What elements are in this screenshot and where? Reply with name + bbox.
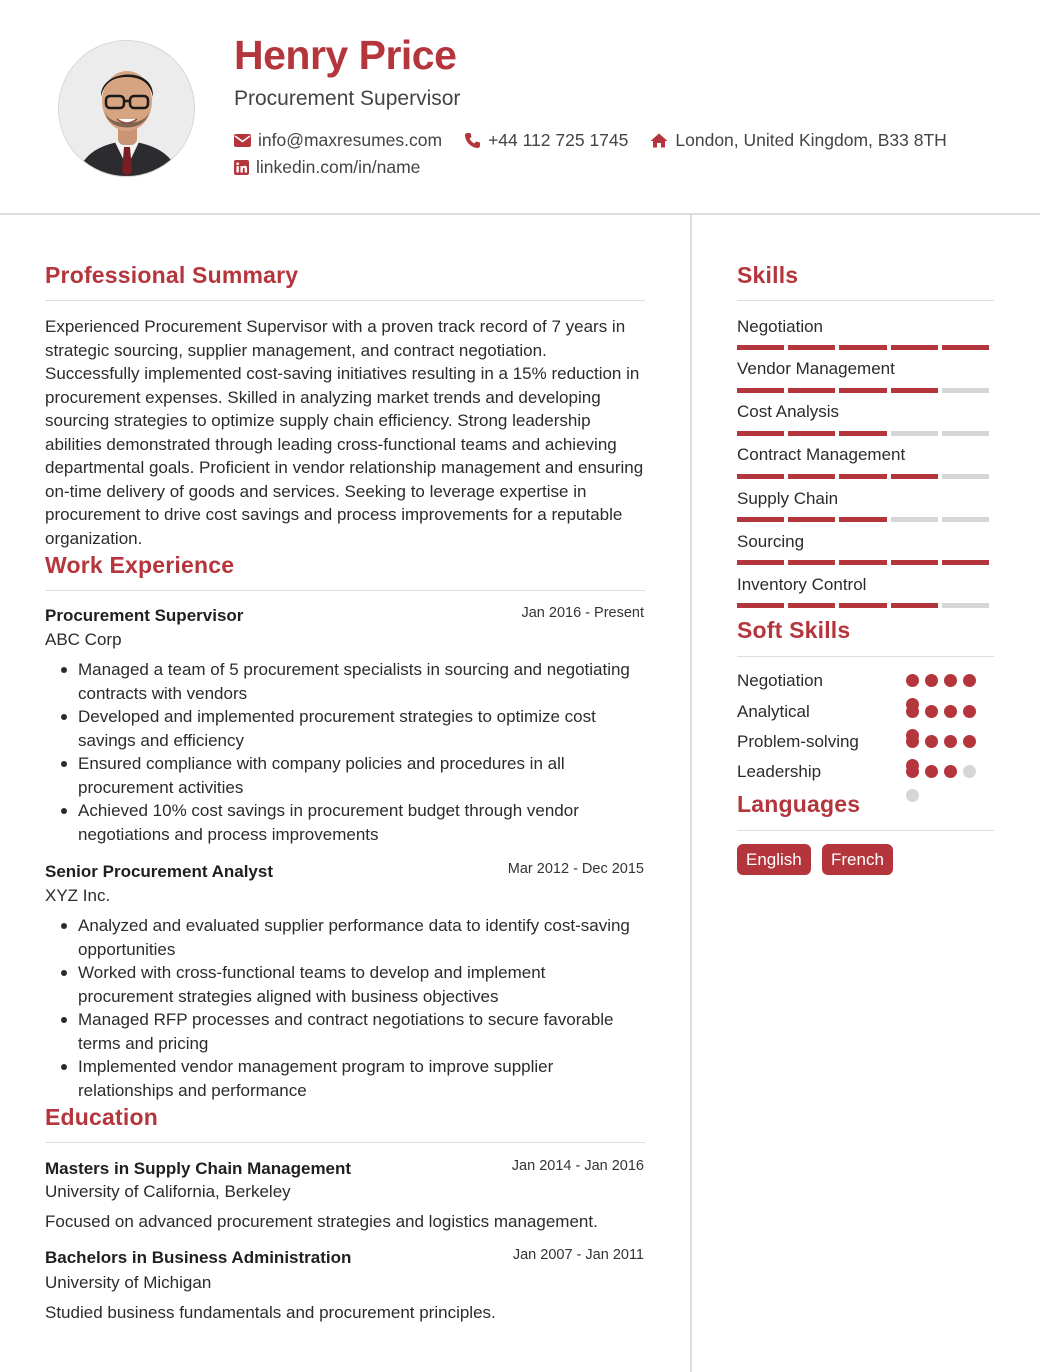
education-date: Jan 2007 - Jan 2011: [512, 1247, 644, 1263]
rating-dot-filled: [906, 735, 919, 748]
skill-segment-empty: [942, 517, 989, 522]
soft-skill-name: Analytical: [737, 702, 810, 721]
skill-segment-filled: [839, 431, 886, 436]
skill-name: Supply Chain: [737, 489, 839, 508]
job-company: XYZ Inc.: [45, 886, 111, 905]
skill-segment-filled: [737, 474, 784, 479]
rating-dot-empty: [963, 765, 976, 778]
skill-segment-empty: [942, 431, 989, 436]
rating-dot-filled: [944, 735, 957, 748]
contact-row-2: [234, 157, 442, 178]
skill-segment-filled: [737, 517, 784, 522]
list-item: Managed a team of 5 procurement specialists in sourcing and negotiating contracts with vendors: [45, 658, 645, 705]
job-title: Procurement Supervisor: [45, 606, 244, 625]
skill-level-bar: [737, 431, 993, 436]
rating-dot-filled: [925, 765, 938, 778]
skill-segment-empty: [891, 431, 938, 436]
rating-dot-filled: [925, 674, 938, 687]
skill-name: Cost Analysis: [737, 402, 840, 421]
contact-email[interactable]: [234, 130, 442, 151]
list-item: Worked with cross-functional teams to develop and implement procurement strategies aligned with business objectives: [45, 961, 645, 1008]
phone-text: +44 112 725 1745: [488, 130, 629, 150]
skill-level-bar: [737, 517, 993, 522]
column-divider: [690, 215, 692, 1372]
section-title-languages: Languages: [737, 791, 861, 817]
section-title-skills: Skills: [737, 262, 799, 288]
job-date: Jan 2016 - Present: [521, 605, 644, 621]
job-bullets: [45, 914, 645, 1102]
rating-dot-filled: [963, 705, 976, 718]
skill-segment-empty: [942, 388, 989, 393]
summary-text: Experienced Procurement Supervisor with a proven track record of 7 years in strategic sourcing, supplier management, and contract negotiation. Successfully implemented cost-saving initiatives resulting in a 15% reduction in procurement expenses. Skilled in analyzing market trends and developing sourcing strategies to optimize supply chain efficiency. Strong leadership abilities demonstrated through leading cross-functional teams and achieving departmental goals. Proficient in vendor relationship management and ensuring on-time delivery of goods and services. Seeking to leverage expertise in procurement to drive cost savings and process improvements for a reputable organization.: [45, 317, 644, 548]
section-rule: [737, 830, 994, 831]
skill-segment-filled: [737, 431, 784, 436]
section-title-summary: Professional Summary: [45, 262, 299, 288]
skill-segment-filled: [737, 603, 784, 608]
education-description: Studied business fundamentals and procurement principles.: [45, 1303, 496, 1322]
section-rule: [45, 590, 645, 591]
skill-segment-filled: [839, 388, 886, 393]
skill-name: Negotiation: [737, 317, 824, 336]
home-icon: [650, 133, 668, 148]
avatar-illustration-icon: [59, 41, 195, 177]
list-item: Implemented vendor management program to improve supplier relationships and performance: [45, 1055, 645, 1102]
skill-segment-filled: [891, 603, 938, 608]
skill-segment-filled: [788, 560, 835, 565]
profile-photo: [58, 40, 195, 177]
linkedin-icon: [234, 160, 249, 175]
skill-segment-filled: [839, 517, 886, 522]
school-name: University of Michigan: [45, 1273, 212, 1292]
list-item: Analyzed and evaluated supplier performance data to identify cost-saving opportunities: [45, 914, 645, 961]
list-item: Managed RFP processes and contract negotiations to secure favorable terms and pricing: [45, 1008, 645, 1055]
rating-dot-filled: [944, 765, 957, 778]
soft-skill-name: Leadership: [737, 762, 822, 781]
soft-skill-name: Problem-solving: [737, 732, 859, 751]
rating-dot-empty: [906, 789, 919, 802]
phone-icon: [464, 132, 481, 149]
section-rule: [737, 300, 994, 301]
list-item: Achieved 10% cost savings in procurement budget through vendor negotiations and process improvements: [45, 799, 645, 846]
skill-segment-empty: [942, 474, 989, 479]
linkedin-text: linkedin.com/in/name: [256, 157, 421, 177]
skill-segment-filled: [942, 345, 989, 350]
skill-segment-filled: [942, 560, 989, 565]
job-bullets: [45, 658, 645, 846]
language-tag: French: [822, 844, 893, 875]
degree-title: Masters in Supply Chain Management: [45, 1159, 352, 1178]
skill-segment-filled: [839, 603, 886, 608]
skill-segment-filled: [788, 603, 835, 608]
list-item: Ensured compliance with company policies and procedures in all procurement activities: [45, 752, 645, 799]
language-tag: English: [737, 844, 811, 875]
skill-segment-filled: [839, 474, 886, 479]
rating-dot-filled: [963, 735, 976, 748]
skill-name: Vendor Management: [737, 359, 895, 378]
contact-phone[interactable]: [464, 130, 628, 151]
skill-segment-filled: [891, 345, 938, 350]
skill-segment-filled: [788, 388, 835, 393]
resume-header: [0, 0, 1040, 215]
section-title-experience: Work Experience: [45, 552, 235, 578]
email-text: info@maxresumes.com: [258, 130, 443, 150]
skill-name: Sourcing: [737, 532, 805, 551]
skill-segment-filled: [788, 345, 835, 350]
contact-location: [650, 130, 946, 151]
skill-segment-filled: [737, 388, 784, 393]
school-name: University of California, Berkeley: [45, 1182, 291, 1201]
skill-segment-empty: [942, 603, 989, 608]
section-rule: [737, 656, 994, 657]
rating-dot-filled: [963, 674, 976, 687]
skill-level-bar: [737, 603, 993, 608]
rating-dot-filled: [925, 735, 938, 748]
soft-skill-name: Negotiation: [737, 671, 824, 690]
skill-segment-filled: [891, 474, 938, 479]
candidate-title: Procurement Supervisor: [234, 87, 461, 110]
skill-segment-filled: [839, 560, 886, 565]
rating-dot-filled: [906, 765, 919, 778]
job-company: ABC Corp: [45, 630, 122, 649]
rating-dot-filled: [944, 705, 957, 718]
envelope-icon: [234, 134, 251, 147]
rating-dot-filled: [906, 705, 919, 718]
skill-segment-filled: [788, 474, 835, 479]
contact-linkedin[interactable]: [234, 157, 420, 178]
skill-segment-filled: [891, 388, 938, 393]
skill-segment-filled: [839, 345, 886, 350]
skill-name: Inventory Control: [737, 575, 867, 594]
section-title-soft-skills: Soft Skills: [737, 617, 851, 643]
list-item: Developed and implemented procurement strategies to optimize cost savings and efficiency: [45, 705, 645, 752]
education-date: Jan 2014 - Jan 2016: [511, 1158, 644, 1174]
job-date: Mar 2012 - Dec 2015: [507, 861, 644, 877]
candidate-name: Henry Price: [234, 32, 457, 78]
rating-dot-filled: [944, 674, 957, 687]
section-rule: [45, 1142, 645, 1143]
location-text: London, United Kingdom, B33 8TH: [675, 130, 947, 150]
rating-dot-filled: [906, 674, 919, 687]
skill-level-bar: [737, 560, 993, 565]
skill-segment-filled: [891, 560, 938, 565]
skill-level-bar: [737, 388, 993, 393]
skill-segment-filled: [737, 560, 784, 565]
skill-segment-filled: [788, 431, 835, 436]
skill-name: Contract Management: [737, 445, 906, 464]
contact-row: [234, 130, 969, 151]
skill-level-bar: [737, 345, 993, 350]
section-rule: [45, 300, 645, 301]
skill-segment-filled: [737, 345, 784, 350]
section-title-education: Education: [45, 1104, 158, 1130]
rating-dot-filled: [925, 705, 938, 718]
skill-level-bar: [737, 474, 993, 479]
skill-segment-filled: [788, 517, 835, 522]
degree-title: Bachelors in Business Administration: [45, 1248, 352, 1267]
education-description: Focused on advanced procurement strategies and logistics management.: [45, 1212, 598, 1231]
skill-segment-empty: [891, 517, 938, 522]
job-title: Senior Procurement Analyst: [45, 862, 273, 881]
